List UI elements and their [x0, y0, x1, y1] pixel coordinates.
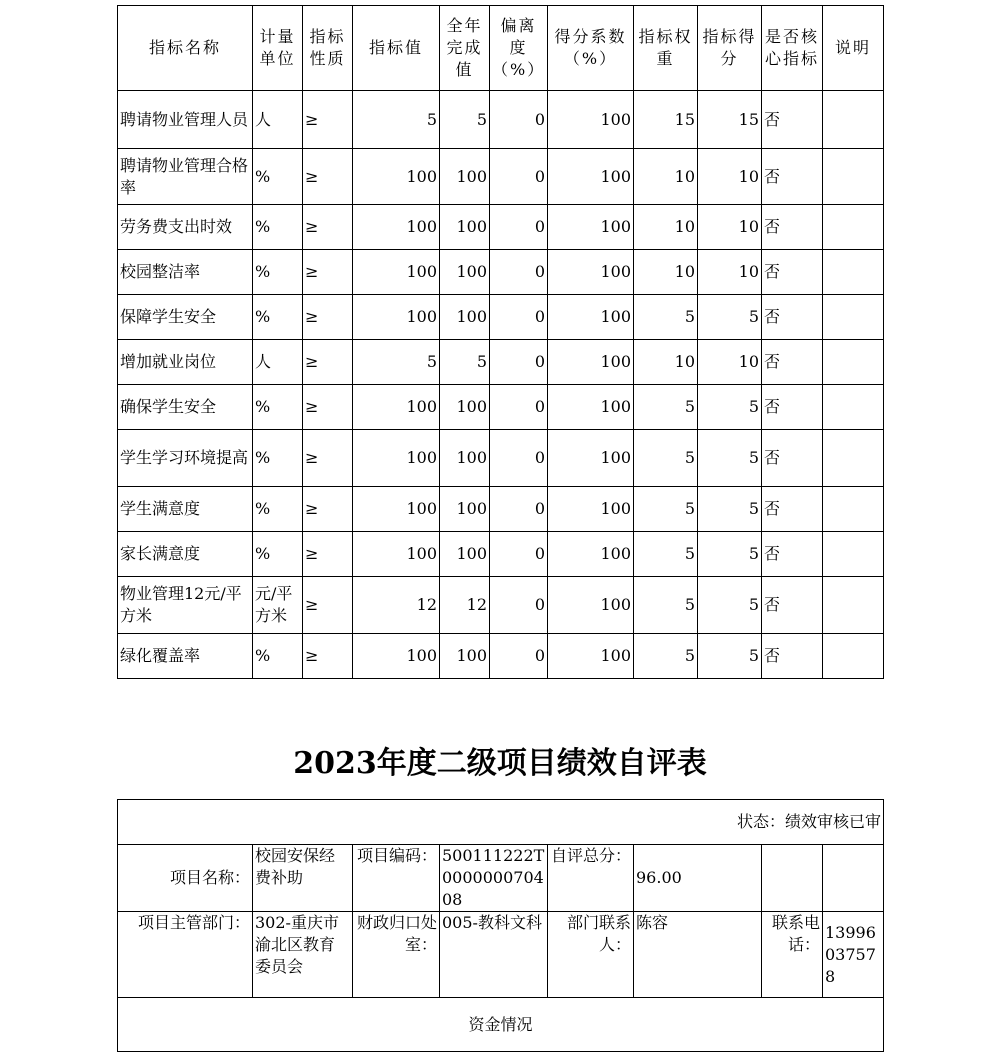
score-cell: 5 [698, 487, 762, 532]
weight-cell: 5 [634, 487, 698, 532]
target-value-cell: 100 [353, 487, 440, 532]
deviation-cell: 0 [490, 149, 548, 205]
core-indicator-cell: 否 [762, 577, 823, 634]
nature-cell: ≥ [303, 250, 353, 295]
core-indicator-cell: 否 [762, 295, 823, 340]
dept-value: 302-重庆市渝北区教育委员会 [253, 912, 353, 998]
indicator-table [117, 5, 884, 679]
indicator-name-cell: 聘请物业管理合格率 [118, 149, 253, 205]
header-cell: 偏离度（%） [490, 6, 548, 91]
header-row [118, 6, 884, 91]
project-name-label: 项目名称： [118, 845, 253, 912]
indicator-name-cell: 家长满意度 [118, 532, 253, 577]
nature-cell: ≥ [303, 577, 353, 634]
weight-cell: 5 [634, 430, 698, 487]
score-cell: 5 [698, 385, 762, 430]
score-cell: 5 [698, 532, 762, 577]
project-form-table [117, 799, 884, 1052]
indicator-name-cell: 确保学生安全 [118, 385, 253, 430]
note-cell [823, 340, 884, 385]
table-row [118, 340, 884, 385]
unit-cell: % [253, 295, 303, 340]
nature-cell: ≥ [303, 149, 353, 205]
table-row [118, 430, 884, 487]
weight-cell: 5 [634, 577, 698, 634]
note-cell [823, 205, 884, 250]
indicator-name-cell: 绿化覆盖率 [118, 634, 253, 679]
finance-label: 财政归口处室： [353, 912, 440, 998]
deviation-cell: 0 [490, 487, 548, 532]
nature-cell: ≥ [303, 91, 353, 149]
nature-cell: ≥ [303, 430, 353, 487]
actual-value-cell: 5 [440, 91, 490, 149]
unit-cell: % [253, 634, 303, 679]
phone-value: 13996037578 [823, 912, 884, 998]
indicator-body [118, 91, 884, 679]
form-title: 2023年度二级项目绩效自评表 [293, 746, 707, 781]
target-value-cell: 5 [353, 91, 440, 149]
target-value-cell: 100 [353, 149, 440, 205]
empty-cell [762, 845, 823, 912]
core-indicator-cell: 否 [762, 205, 823, 250]
core-indicator-cell: 否 [762, 487, 823, 532]
core-indicator-cell: 否 [762, 340, 823, 385]
project-name-value: 校园安保经费补助 [253, 845, 353, 912]
weight-cell: 15 [634, 91, 698, 149]
score-cell: 5 [698, 295, 762, 340]
indicator-name-cell: 增加就业岗位 [118, 340, 253, 385]
target-value-cell: 100 [353, 295, 440, 340]
score-coefficient-cell: 100 [548, 532, 634, 577]
project-code-value: 500111222T000000070408 [440, 845, 548, 912]
table-row [118, 634, 884, 679]
score-coefficient-cell: 100 [548, 250, 634, 295]
note-cell [823, 295, 884, 340]
table-row [118, 577, 884, 634]
score-cell: 5 [698, 577, 762, 634]
note-cell [823, 250, 884, 295]
header-cell: 指标权重 [634, 6, 698, 91]
nature-cell: ≥ [303, 340, 353, 385]
actual-value-cell: 100 [440, 250, 490, 295]
nature-cell: ≥ [303, 634, 353, 679]
indicator-name-cell: 物业管理12元/平方米 [118, 577, 253, 634]
phone-label: 联系电话： [762, 912, 823, 998]
score-coefficient-cell: 100 [548, 340, 634, 385]
weight-cell: 10 [634, 340, 698, 385]
nature-cell: ≥ [303, 295, 353, 340]
nature-cell: ≥ [303, 385, 353, 430]
score-cell: 5 [698, 634, 762, 679]
core-indicator-cell: 否 [762, 385, 823, 430]
indicator-name-cell: 劳务费支出时效 [118, 205, 253, 250]
core-indicator-cell: 否 [762, 430, 823, 487]
self-score-label: 自评总分： [548, 845, 634, 912]
nature-cell: ≥ [303, 205, 353, 250]
score-coefficient-cell: 100 [548, 634, 634, 679]
table-row [118, 532, 884, 577]
unit-cell: % [253, 250, 303, 295]
header-cell: 计量单位 [253, 6, 303, 91]
unit-cell: % [253, 385, 303, 430]
table-row [118, 250, 884, 295]
actual-value-cell: 5 [440, 340, 490, 385]
note-cell [823, 487, 884, 532]
note-cell [823, 91, 884, 149]
indicator-name-cell: 聘请物业管理人员 [118, 91, 253, 149]
nature-cell: ≥ [303, 532, 353, 577]
table-row [118, 487, 884, 532]
note-cell [823, 149, 884, 205]
indicator-name-cell: 学生学习环境提高 [118, 430, 253, 487]
deviation-cell: 0 [490, 577, 548, 634]
score-coefficient-cell: 100 [548, 487, 634, 532]
self-score-value: 96.00 [634, 845, 762, 912]
deviation-cell: 0 [490, 295, 548, 340]
note-cell [823, 385, 884, 430]
deviation-cell: 0 [490, 430, 548, 487]
target-value-cell: 100 [353, 532, 440, 577]
header-cell: 是否核心指标 [762, 6, 823, 91]
weight-cell: 5 [634, 295, 698, 340]
table-row [118, 149, 884, 205]
deviation-cell: 0 [490, 91, 548, 149]
deviation-cell: 0 [490, 385, 548, 430]
score-cell: 5 [698, 430, 762, 487]
dept-label: 项目主管部门： [118, 912, 253, 998]
finance-value: 005-教科文科 [440, 912, 548, 998]
unit-cell: 人 [253, 340, 303, 385]
unit-cell: % [253, 532, 303, 577]
table-row [118, 385, 884, 430]
score-coefficient-cell: 100 [548, 205, 634, 250]
weight-cell: 10 [634, 149, 698, 205]
score-coefficient-cell: 100 [548, 430, 634, 487]
score-coefficient-cell: 100 [548, 91, 634, 149]
indicator-name-cell: 保障学生安全 [118, 295, 253, 340]
core-indicator-cell: 否 [762, 634, 823, 679]
core-indicator-cell: 否 [762, 91, 823, 149]
nature-cell: ≥ [303, 487, 353, 532]
note-cell [823, 634, 884, 679]
target-value-cell: 100 [353, 634, 440, 679]
note-cell [823, 532, 884, 577]
core-indicator-cell: 否 [762, 532, 823, 577]
deviation-cell: 0 [490, 532, 548, 577]
contact-label: 部门联系人： [548, 912, 634, 998]
actual-value-cell: 100 [440, 430, 490, 487]
core-indicator-cell: 否 [762, 149, 823, 205]
score-coefficient-cell: 100 [548, 295, 634, 340]
unit-cell: % [253, 430, 303, 487]
table-row [118, 91, 884, 149]
score-coefficient-cell: 100 [548, 577, 634, 634]
deviation-cell: 0 [490, 205, 548, 250]
table-row [118, 295, 884, 340]
header-cell: 指标得分 [698, 6, 762, 91]
empty-cell [823, 845, 884, 912]
target-value-cell: 100 [353, 385, 440, 430]
note-cell [823, 577, 884, 634]
note-cell [823, 430, 884, 487]
actual-value-cell: 100 [440, 205, 490, 250]
weight-cell: 10 [634, 205, 698, 250]
table-row [118, 205, 884, 250]
actual-value-cell: 100 [440, 532, 490, 577]
target-value-cell: 12 [353, 577, 440, 634]
header-cell: 指标值 [353, 6, 440, 91]
indicator-name-cell: 学生满意度 [118, 487, 253, 532]
project-code-label: 项目编码： [353, 845, 440, 912]
actual-value-cell: 100 [440, 487, 490, 532]
target-value-cell: 100 [353, 250, 440, 295]
header-cell: 指标名称 [118, 6, 253, 91]
actual-value-cell: 100 [440, 149, 490, 205]
actual-value-cell: 100 [440, 634, 490, 679]
actual-value-cell: 100 [440, 295, 490, 340]
score-cell: 10 [698, 250, 762, 295]
weight-cell: 5 [634, 385, 698, 430]
target-value-cell: 5 [353, 340, 440, 385]
header-cell: 说明 [823, 6, 884, 91]
weight-cell: 10 [634, 250, 698, 295]
deviation-cell: 0 [490, 340, 548, 385]
unit-cell: 人 [253, 91, 303, 149]
contact-value: 陈容 [634, 912, 762, 998]
header-cell: 全年完成值 [440, 6, 490, 91]
unit-cell: % [253, 149, 303, 205]
header-cell: 得分系数（%） [548, 6, 634, 91]
unit-cell: 元/平方米 [253, 577, 303, 634]
funds-section-header: 资金情况 [118, 998, 884, 1052]
deviation-cell: 0 [490, 250, 548, 295]
target-value-cell: 100 [353, 205, 440, 250]
unit-cell: % [253, 205, 303, 250]
indicator-name-cell: 校园整洁率 [118, 250, 253, 295]
status-text: 状态：绩效审核已审 [118, 800, 884, 845]
actual-value-cell: 12 [440, 577, 490, 634]
weight-cell: 5 [634, 634, 698, 679]
actual-value-cell: 100 [440, 385, 490, 430]
unit-cell: % [253, 487, 303, 532]
score-coefficient-cell: 100 [548, 149, 634, 205]
deviation-cell: 0 [490, 634, 548, 679]
weight-cell: 5 [634, 532, 698, 577]
score-cell: 10 [698, 205, 762, 250]
score-cell: 15 [698, 91, 762, 149]
core-indicator-cell: 否 [762, 250, 823, 295]
score-cell: 10 [698, 340, 762, 385]
target-value-cell: 100 [353, 430, 440, 487]
score-coefficient-cell: 100 [548, 385, 634, 430]
score-cell: 10 [698, 149, 762, 205]
header-cell: 指标性质 [303, 6, 353, 91]
